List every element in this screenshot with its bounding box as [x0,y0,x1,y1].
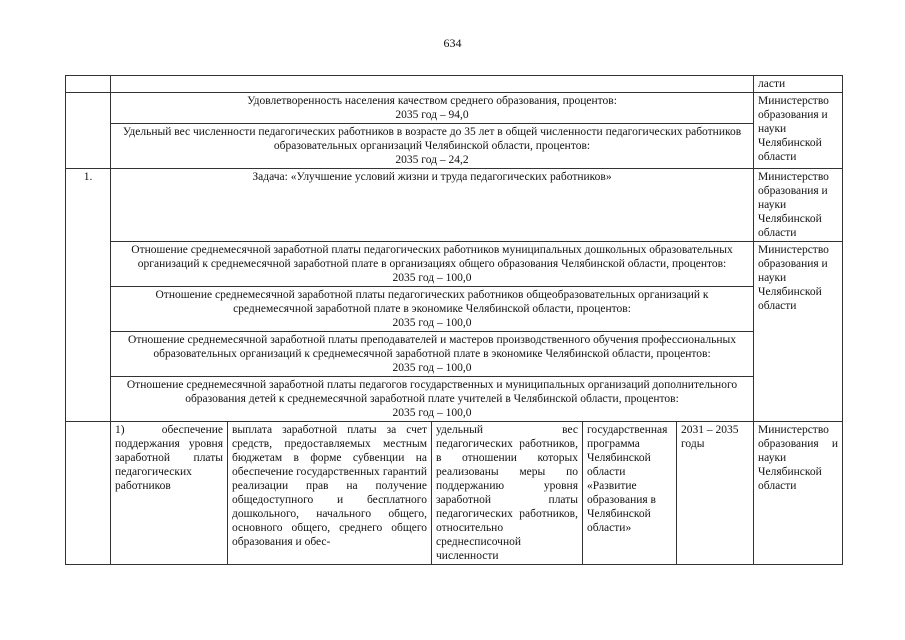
responsible-cell: Министерство образования и науки Челябинской области [754,242,843,422]
measure-responsible: Министерство образования и науки Челябинской области [754,422,843,565]
table-row [66,332,843,377]
table-row [66,76,843,93]
responsible-cell: Министерство образования и науки Челябинской области [754,93,843,169]
indicator-cell [111,377,754,422]
indicator-name: Удельный вес численности педагогических работников в возрасте до 35 лет в общей численности педагогических работников образовательных организаций Челябинской области, процентов: [122,126,742,152]
indicator-name: Отношение среднемесячной заработной платы преподавателей и мастеров производственного обучения профессиональных образовательных организаций к среднемесячной заработной плате в экономике Челябинской области, процентов: [128,334,736,360]
number-cell [66,76,111,93]
indicator-cell [111,332,754,377]
indicator-value: 2035 год – 100,0 [392,272,472,284]
indicator-value: 2035 год – 100,0 [392,362,472,374]
indicator-name: Отношение среднемесячной заработной платы педагогов государственных и муниципальных организаций дополнительного образования детей к среднемесячной заработной плате учителей в Челябинской области, процентов: [126,379,738,405]
indicator-name: Отношение среднемесячной заработной платы педагогических работников общеобразовательных организаций к среднемесячной заработной плате в экономике Челябинской области, процентов: [155,289,709,315]
table-row [66,169,843,242]
indicator-cell [111,124,754,169]
measure-description: выплата заработной платы за счет средств, предоставляемых местным бюджетам в форме субвенции на обеспечение государственных гарантий реализации прав на получение общедоступного и бесплатного дошкольного, начального общего, основного общего, среднего общего образования и обес- [228,422,432,565]
indicator-value: 2035 год – 100,0 [392,317,472,329]
indicator-value: 2035 год – 24,2 [395,154,469,166]
plan-table [65,75,843,565]
table-row [66,422,843,565]
table-row [66,287,843,332]
indicator-cell [111,93,754,124]
table-row [66,93,843,124]
indicator-value: 2035 год – 100,0 [392,407,472,419]
page-number: 634 [443,36,462,50]
indicator-cell [111,287,754,332]
indicator-value: 2035 год – 94,0 [395,109,469,121]
number-cell [66,93,111,169]
task-number: 1. [66,169,111,422]
indicator-name: Отношение среднемесячной заработной платы педагогических работников муниципальных дошкольных образовательных организаций к среднемесячной заработной плате в организациях общего образования Челябинской области, процентов: [131,244,733,270]
task-text: Задача: «Улучшение условий жизни и труда педагогических работников» [111,169,754,242]
number-cell [66,422,111,565]
indicator-name: Удовлетворенность населения качеством среднего образования, процентов: [247,95,617,107]
table-row [66,124,843,169]
table-row [66,242,843,287]
table-row [66,377,843,422]
measure-name: 1) обеспечение поддержания уровня заработной платы педагогических работников [111,422,228,565]
responsible-cell: ласти [754,76,843,93]
indicator-cell [111,242,754,287]
measure-result: удельный вес педагогических работников, в отношении которых реализованы меры по поддержанию уровня заработной платы педагогических работников, относительно среднесписочной численности [432,422,583,565]
measure-program: государственная программа Челябинской области «Развитие образования в Челябинской области» [583,422,677,565]
responsible-cell: Министерство образования и науки Челябинской области [754,169,843,242]
empty-cell [111,76,754,93]
measure-period: 2031 – 2035 годы [677,422,754,565]
